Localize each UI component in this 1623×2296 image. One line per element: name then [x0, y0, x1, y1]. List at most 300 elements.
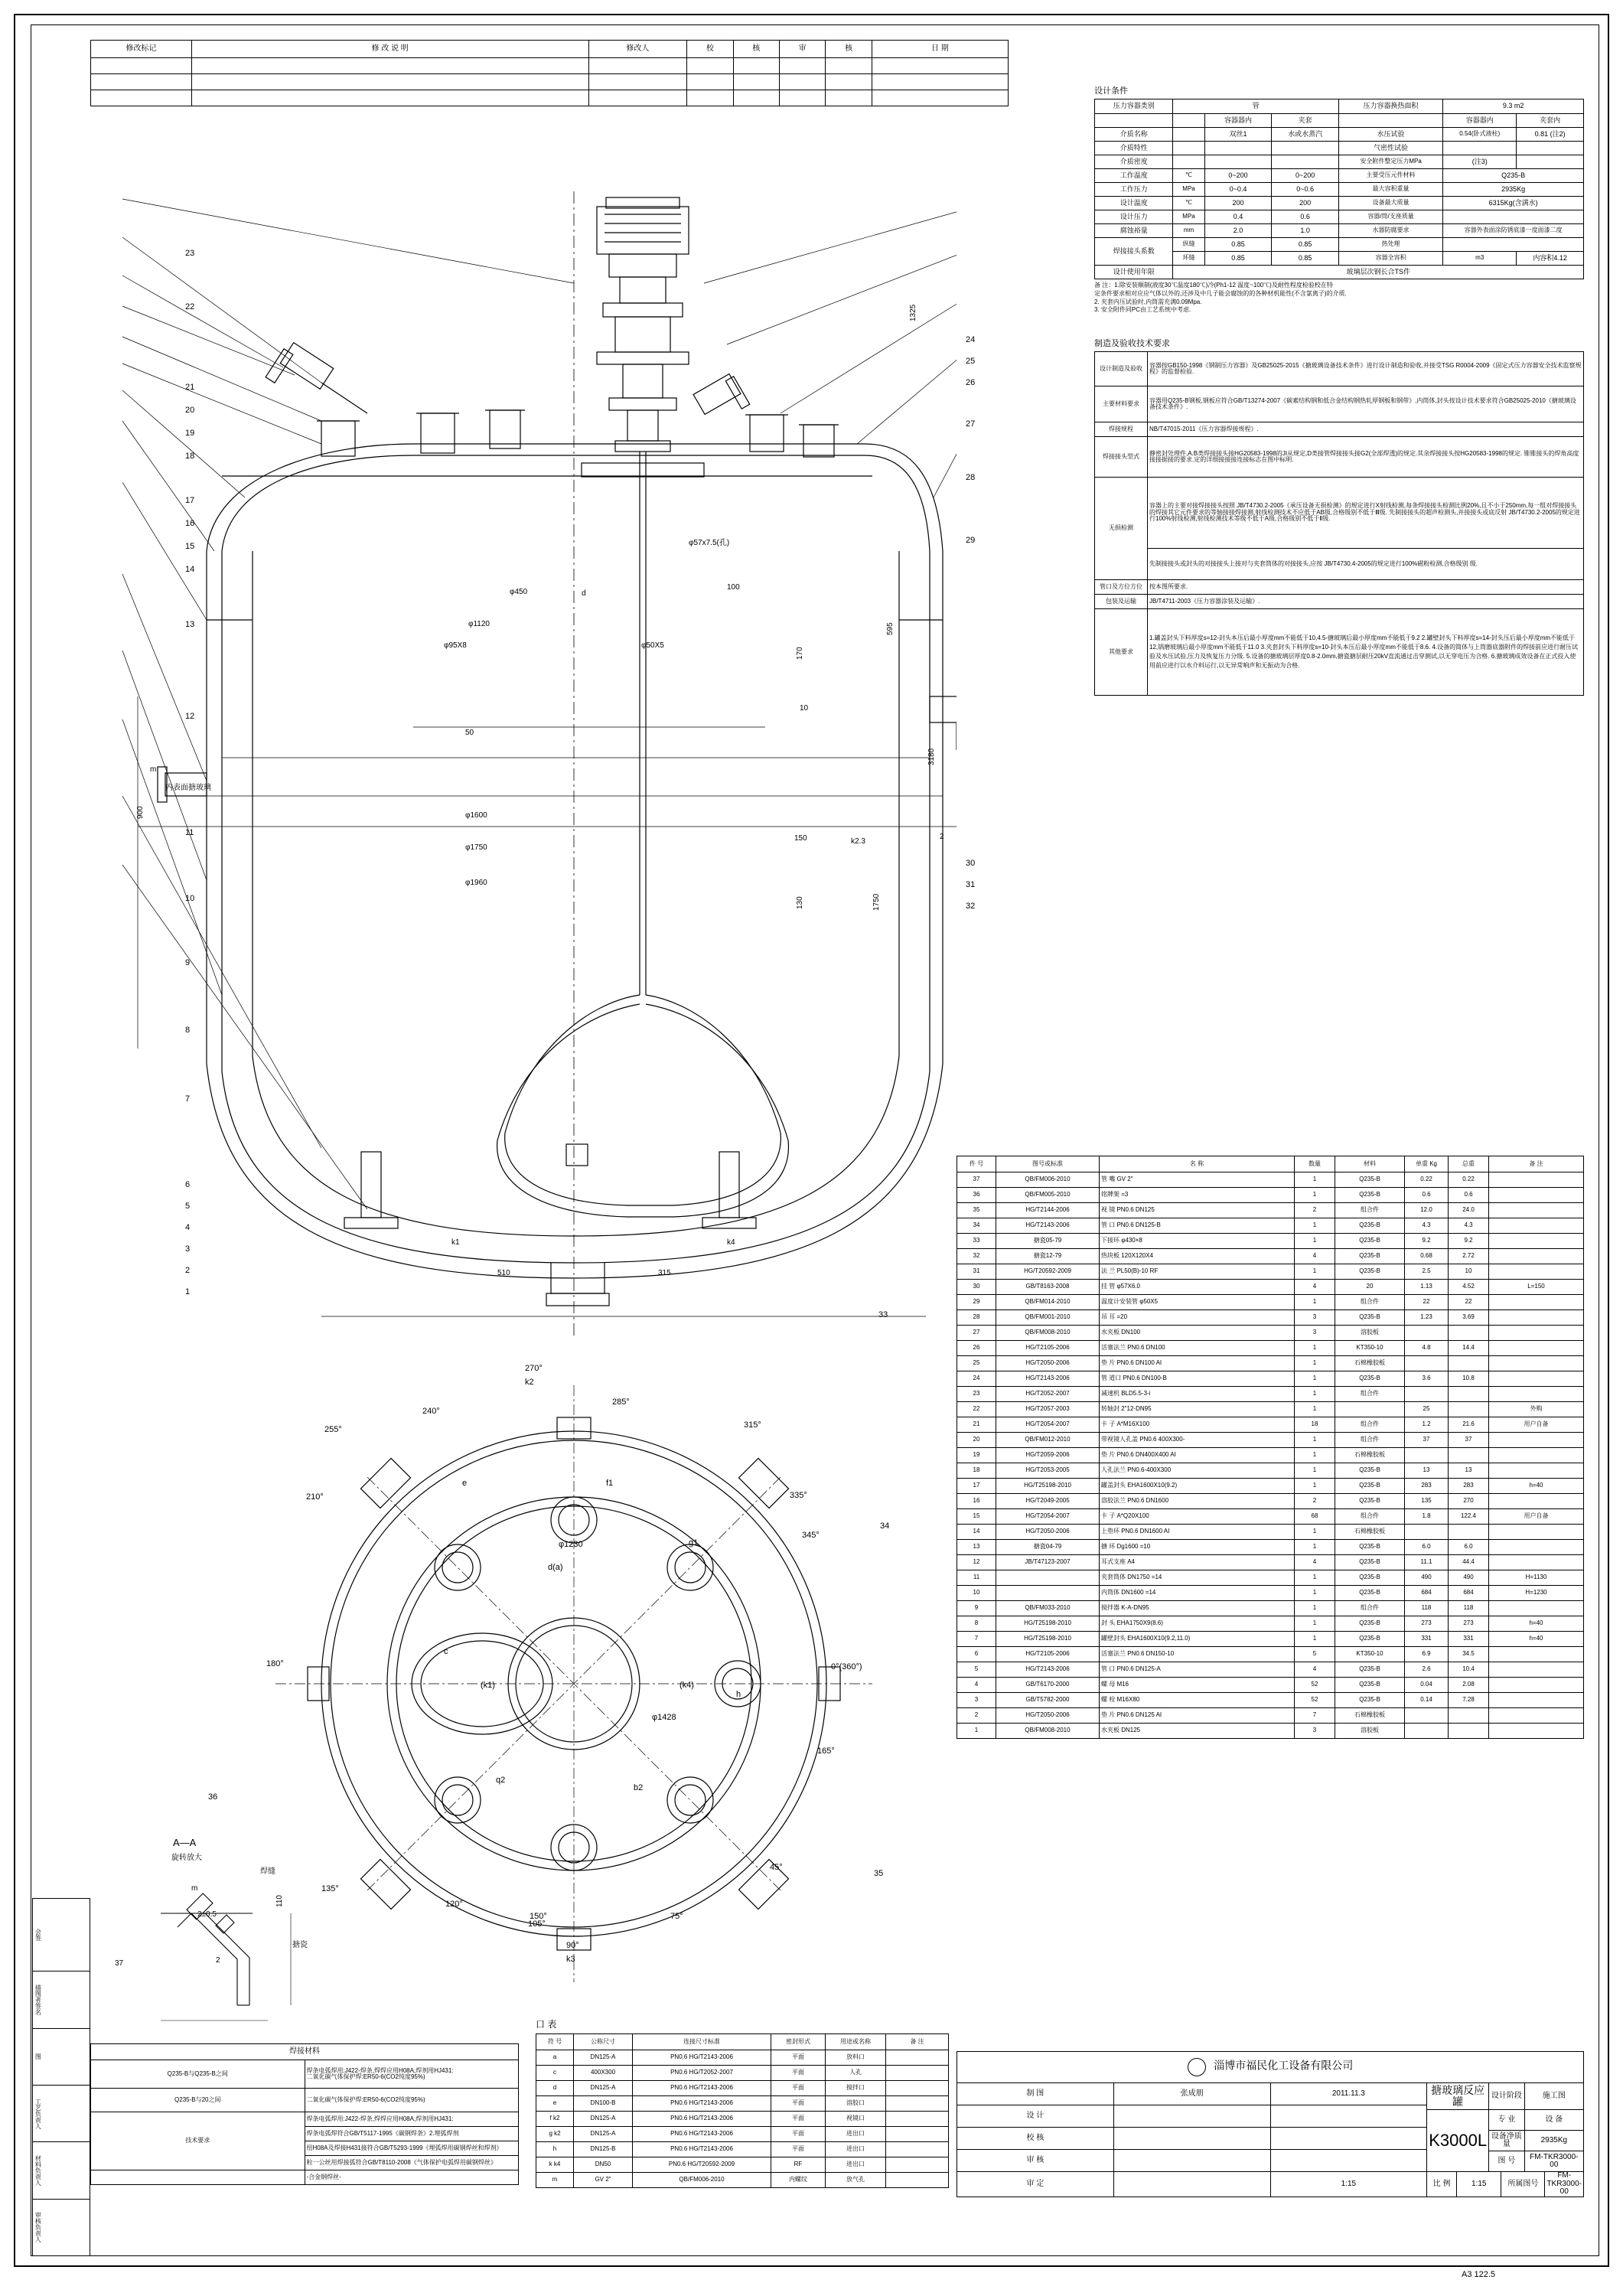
bom-remark — [1489, 1234, 1584, 1249]
bom-item-no: 10 — [957, 1586, 996, 1601]
bom-qty: 4 — [1295, 1280, 1335, 1295]
bom-std: QB/FM033-2010 — [996, 1601, 1100, 1616]
spec-area-value: 9.3 m2 — [1443, 99, 1584, 114]
bom-table — [957, 1156, 1584, 1739]
angle-255: 255° — [324, 1425, 342, 1434]
spec-class-label: 压力容器类别 — [1095, 99, 1173, 114]
sheet-footer-code: A3 122.5 — [1462, 2270, 1496, 2279]
noz-symbol: a — [536, 2050, 574, 2066]
plan-label-da: d(a) — [548, 1563, 563, 1572]
dim-label-2: 2 — [940, 833, 944, 841]
leader-18: 18 — [185, 452, 195, 461]
bom-item-no: 27 — [957, 1326, 996, 1341]
bom-name: 搪 环 Dg1600 =10 — [1100, 1540, 1295, 1555]
bom-unit-weight: 22 — [1405, 1295, 1449, 1310]
bom-name: 水夹板 DN100 — [1100, 1326, 1295, 1341]
welding-title: 焊接材料 — [91, 2044, 519, 2060]
noz-use: 放气孔 — [826, 2173, 886, 2188]
leader-32: 32 — [966, 902, 976, 911]
bom-std: GB/T8163-2008 — [996, 1280, 1100, 1295]
bom-std: HG/T2050-2006 — [996, 1708, 1100, 1724]
bom-qty: 4 — [1295, 1249, 1335, 1264]
bom-item-no: 9 — [957, 1601, 996, 1616]
drawn-name: 张成朋 — [1113, 2083, 1270, 2105]
bom-qty: 68 — [1295, 1509, 1335, 1525]
bom-row — [957, 1433, 1584, 1448]
dim-label-k1: k1 — [451, 1238, 460, 1247]
spec-r4-jacket: 0~0.6 — [1272, 183, 1339, 197]
bom-row — [957, 1479, 1584, 1494]
bom-std: HG/T2052-2007 — [996, 1387, 1100, 1402]
partno-value: FM-TKR3000-00 — [1546, 2171, 1582, 2196]
bom-item-no: 17 — [957, 1479, 996, 1494]
techreq-k3: 焊接接头型式 — [1095, 437, 1148, 478]
bom-qty: 1 — [1295, 1433, 1335, 1448]
spec-r6-label: 设计压力 — [1095, 210, 1173, 224]
bom-item-no: 7 — [957, 1632, 996, 1647]
nozzle-row — [536, 2127, 949, 2142]
spec-r2-unit — [1173, 155, 1204, 169]
bom-name: 螺 栓 M16X80 — [1100, 1693, 1295, 1708]
bom-material: Q235-B — [1335, 1555, 1405, 1570]
leader-3: 3 — [185, 1244, 191, 1254]
techreq-k4: 无损检测 — [1095, 478, 1148, 580]
dim-label-d: d — [582, 589, 586, 598]
bom-row — [957, 1172, 1584, 1188]
techreq-k7: 包装及运输 — [1095, 595, 1148, 609]
bom-h6: 总重 — [1449, 1156, 1489, 1172]
bom-total-weight: 0.22 — [1449, 1172, 1489, 1188]
signoff-5: 审核负责人 — [34, 2212, 42, 2243]
leader-23: 23 — [185, 249, 195, 258]
weight-label: 设备净质量 — [1489, 2131, 1525, 2151]
angle-0-360: 0°(360°) — [831, 1662, 862, 1671]
bom-row — [957, 1647, 1584, 1662]
bom-qty: 1 — [1295, 1586, 1335, 1601]
nozzle-table — [536, 2017, 949, 2188]
bom-qty: 52 — [1295, 1693, 1335, 1708]
bom-material: Q235-B — [1335, 1371, 1405, 1387]
bom-row — [957, 1203, 1584, 1218]
bom-row — [957, 1326, 1584, 1341]
detail-label-enamel: 搪瓷 — [292, 1941, 308, 1949]
bom-material: KT350-10 — [1335, 1341, 1405, 1356]
bom-remark: h=40 — [1489, 1616, 1584, 1632]
spec-r8-unit: 纵缝 — [1173, 238, 1204, 252]
signoff-3: 工艺负责人 — [34, 2098, 42, 2129]
bom-h3: 数量 — [1295, 1156, 1335, 1172]
dim-150: 150 — [794, 834, 807, 843]
noz-remark — [886, 2127, 949, 2142]
techreq-k6: 管口及方位方位 — [1095, 580, 1148, 595]
plan-label-e: e — [462, 1479, 468, 1488]
bom-qty: 1 — [1295, 1479, 1335, 1494]
major-value: 设 备 — [1524, 2110, 1583, 2131]
bom-row — [957, 1678, 1584, 1693]
noz-seal: 平面 — [771, 2127, 826, 2142]
bom-item-no: 34 — [957, 1218, 996, 1234]
leader-21: 21 — [185, 383, 195, 392]
nozzle-row — [536, 2066, 949, 2081]
bom-remark — [1489, 1326, 1584, 1341]
leader-9: 9 — [185, 958, 191, 967]
noz-std: PN0.6 HG/T2143-2006 — [633, 2142, 771, 2157]
noz-size: DN125-A — [574, 2081, 633, 2096]
bom-remark — [1489, 1371, 1584, 1387]
bom-material: 组合件 — [1335, 1203, 1405, 1218]
leader-26: 26 — [966, 378, 976, 387]
bom-remark: h=40 — [1489, 1632, 1584, 1647]
spec-r8-inner2 — [1443, 238, 1584, 252]
welding-tech-3: 粒一公丝用焊接弧符合GB/T8110-2008《气体保护电弧焊用碳钢焊丝》 — [305, 2156, 519, 2170]
plan-leader-34: 34 — [880, 1521, 890, 1531]
bom-row — [957, 1417, 1584, 1433]
bom-material: Q235-B — [1335, 1218, 1405, 1234]
bom-qty: 5 — [1295, 1647, 1335, 1662]
spec-note-3: 3. 安全附件同PC由工艺系统中考虑. — [1094, 306, 1191, 314]
spec-r4-inner: 0~0.4 — [1204, 183, 1272, 197]
bom-item-no: 36 — [957, 1188, 996, 1203]
bom-unit-weight — [1405, 1387, 1449, 1402]
note-enamel-surface: 内表面搪玻璃 — [165, 784, 211, 792]
bom-std: HG/T2105-2006 — [996, 1341, 1100, 1356]
bom-unit-weight: 6.0 — [1405, 1540, 1449, 1555]
spec-r7-jacket: 1.0 — [1272, 224, 1339, 238]
dim-1325: 1325 — [909, 304, 917, 321]
noz-remark — [886, 2096, 949, 2112]
bom-row — [957, 1402, 1584, 1417]
noz-symbol: k k4 — [536, 2157, 574, 2173]
bom-total-weight: 0.6 — [1449, 1188, 1489, 1203]
plan-label-c: c — [444, 1647, 448, 1656]
noz-h2: 连接尺寸标准 — [633, 2034, 771, 2050]
bom-row — [957, 1724, 1584, 1739]
bom-remark: L=150 — [1489, 1280, 1584, 1295]
bom-std: HG/T2143-2006 — [996, 1371, 1100, 1387]
bom-item-no: 13 — [957, 1540, 996, 1555]
approve-mark: 1:15 — [1270, 2172, 1427, 2197]
bom-total-weight: 270 — [1449, 1494, 1489, 1509]
bom-qty: 3 — [1295, 1326, 1335, 1341]
bom-std: HG/T2049-2005 — [996, 1494, 1100, 1509]
bom-row — [957, 1525, 1584, 1540]
bom-name: 内筒体 DN1600 =14 — [1100, 1586, 1295, 1601]
noz-h1: 公称尺寸 — [574, 2034, 633, 2050]
dwgno-label: 图 号 — [1489, 2151, 1525, 2172]
spec-r9-label2: 容器全容积 — [1338, 252, 1442, 266]
bom-item-no: 18 — [957, 1463, 996, 1479]
noz-seal: 平面 — [771, 2066, 826, 2081]
bom-material: 组合件 — [1335, 1387, 1405, 1402]
bom-qty: 1 — [1295, 1387, 1335, 1402]
bom-unit-weight: 12.0 — [1405, 1203, 1449, 1218]
spec-r2-jacket2 — [1517, 155, 1584, 169]
bom-qty: 1 — [1295, 1264, 1335, 1280]
bom-material: Q235-B — [1335, 1570, 1405, 1586]
angle-315: 315° — [744, 1420, 761, 1430]
bom-row — [957, 1280, 1584, 1295]
bom-name: 上垫环 PN0.6 DN1600 AI — [1100, 1525, 1295, 1540]
bom-total-weight: 2.72 — [1449, 1249, 1489, 1264]
welding-row-0 — [305, 2060, 519, 2089]
bom-h5: 单重 Kg — [1405, 1156, 1449, 1172]
bom-material: Q235-B — [1335, 1188, 1405, 1203]
bom-total-weight: 684 — [1449, 1586, 1489, 1601]
bom-std: HG/T2050-2006 — [996, 1356, 1100, 1371]
noz-h5: 备 注 — [886, 2034, 949, 2050]
bom-unit-weight: 135 — [1405, 1494, 1449, 1509]
spec-r3-label: 工作温度 — [1095, 169, 1173, 183]
nozzle-row — [536, 2081, 949, 2096]
scale-value: 1:15 — [1457, 2172, 1501, 2197]
bom-row — [957, 1218, 1584, 1234]
dim-595: 595 — [886, 622, 895, 635]
bom-qty: 18 — [1295, 1417, 1335, 1433]
bom-qty: 1 — [1295, 1540, 1335, 1555]
bom-remark: 用户自备 — [1489, 1417, 1584, 1433]
bom-name: 垫 片 PN0.6 DN100 AI — [1100, 1356, 1295, 1371]
bom-remark: H=1130 — [1489, 1570, 1584, 1586]
dim-130: 130 — [796, 896, 804, 909]
signoff-1: 描图者签名 — [34, 1984, 42, 2015]
bom-unit-weight: 11.1 — [1405, 1555, 1449, 1570]
leader-30: 30 — [966, 859, 976, 868]
nozzle-row — [536, 2157, 949, 2173]
spec-table — [1094, 84, 1584, 315]
bom-item-no: 12 — [957, 1555, 996, 1570]
nozzle-row — [536, 2096, 949, 2112]
dim-label-k23: k2.3 — [851, 837, 865, 846]
plan-dim-1230: φ1230 — [559, 1540, 583, 1549]
bom-unit-weight — [1405, 1448, 1449, 1463]
bom-remark — [1489, 1356, 1584, 1371]
techreq-k2: 焊接规程 — [1095, 422, 1148, 437]
spec-r8-inner: 0.85 — [1204, 238, 1272, 252]
bom-total-weight: 122.4 — [1449, 1509, 1489, 1525]
bom-remark — [1489, 1448, 1584, 1463]
bom-remark: h=40 — [1489, 1479, 1584, 1494]
bom-material: KT350-10 — [1335, 1647, 1405, 1662]
noz-symbol: g k2 — [536, 2127, 574, 2142]
rev-h6: 核 — [826, 41, 872, 58]
bom-name: 下接环 φ430×8 — [1100, 1234, 1295, 1249]
noz-use: 视镜口 — [826, 2112, 886, 2127]
spec-title: 设计条件 — [1094, 86, 1128, 96]
bom-remark — [1489, 1463, 1584, 1479]
spec-r5-inner: 200 — [1204, 197, 1272, 210]
techreq-v6: 按本图所要求. — [1148, 580, 1584, 595]
left-sign-strip — [32, 1898, 90, 2256]
bom-total-weight — [1449, 1387, 1489, 1402]
spec-r8-label2: 热处理 — [1338, 238, 1442, 252]
bom-material: Q235-B — [1335, 1586, 1405, 1601]
plan-label-k4: (k4) — [680, 1681, 694, 1690]
spec-r5-inner2: 6315Kg(含满水) — [1443, 197, 1584, 210]
techreq-v5: 先制接接头或封头的对接接头上接对与夹套筒体的对接接头,应按 JB/T4730.4-2005的规定进行100%磁粉检测,合格级别 级. — [1148, 549, 1584, 580]
bom-qty: 1 — [1295, 1371, 1335, 1387]
bom-std: 搪瓷12-79 — [996, 1249, 1100, 1264]
bom-material: Q235-B — [1335, 1249, 1405, 1264]
bom-name: 管 嘴 GV 2" — [1100, 1172, 1295, 1188]
bom-std: QB/FM008-2010 — [996, 1724, 1100, 1739]
bom-row — [957, 1693, 1584, 1708]
bom-item-no: 20 — [957, 1433, 996, 1448]
noz-use: 人孔 — [826, 2066, 886, 2081]
bom-remark — [1489, 1693, 1584, 1708]
bom-std: GB/T5782-2000 — [996, 1693, 1100, 1708]
bom-std: QB/FM014-2010 — [996, 1295, 1100, 1310]
bom-qty: 1 — [1295, 1188, 1335, 1203]
noz-use: 搅拌口 — [826, 2081, 886, 2096]
angle-120: 120° — [445, 1900, 463, 1909]
bom-item-no: 23 — [957, 1387, 996, 1402]
bom-total-weight: 2.08 — [1449, 1678, 1489, 1693]
rev-h0: 修改标记 — [91, 41, 192, 58]
noz-std: PN0.6 HG/T2052-2007 — [633, 2066, 771, 2081]
bom-row — [957, 1188, 1584, 1203]
product-name: 搪玻璃反应罐 — [1427, 2083, 1488, 2110]
techreq-v1: 容器用Q235-B钢板,钢板应符合GB/T13274-2007《碳素结构钢和低合金结构钢热轧厚钢板和钢带》,内筒体,封头按设计技术要求符合GB25025-2010《搪玻璃设备技术条件》. — [1148, 386, 1584, 422]
spec-r3-inner: 0~200 — [1204, 169, 1272, 183]
bom-material: Q235-B — [1335, 1616, 1405, 1632]
leader-33: 33 — [878, 1310, 888, 1319]
bom-material: 组合件 — [1335, 1509, 1405, 1525]
bom-unit-weight — [1405, 1525, 1449, 1540]
bom-total-weight — [1449, 1356, 1489, 1371]
spec-r8-jacket: 0.85 — [1272, 238, 1339, 252]
dim-50x5: φ50X5 — [641, 641, 664, 650]
spec-r4-unit: MPa — [1173, 183, 1204, 197]
bom-std: 搪瓷04-79 — [996, 1540, 1100, 1555]
noz-symbol: c — [536, 2066, 574, 2081]
spec-r0-inner: 双丝1 — [1204, 128, 1272, 142]
bom-h0: 件 号 — [957, 1156, 996, 1172]
welding-row-0a: 焊条电弧焊用:J422-焊条,焊焊应用H08A,焊剂用HJ431: — [306, 2066, 454, 2074]
bom-unit-weight: 13 — [1405, 1463, 1449, 1479]
title-block — [957, 2051, 1584, 2197]
bom-row — [957, 1509, 1584, 1525]
bom-row — [957, 1448, 1584, 1463]
bom-remark — [1489, 1555, 1584, 1570]
angle-335: 335° — [790, 1491, 807, 1500]
bom-qty: 1 — [1295, 1570, 1335, 1586]
bom-item-no: 37 — [957, 1172, 996, 1188]
spec-r4-label2: 最大容积重量 — [1338, 183, 1442, 197]
bom-row — [957, 1570, 1584, 1586]
bom-qty: 52 — [1295, 1678, 1335, 1693]
bom-unit-weight: 1.8 — [1405, 1509, 1449, 1525]
bom-row — [957, 1295, 1584, 1310]
noz-remark — [886, 2066, 949, 2081]
spec-r3-unit: ℃ — [1173, 169, 1204, 183]
noz-seal: 平面 — [771, 2050, 826, 2066]
bom-unit-weight — [1405, 1356, 1449, 1371]
bom-total-weight: 13 — [1449, 1463, 1489, 1479]
bom-total-weight: 44.4 — [1449, 1555, 1489, 1570]
bom-qty: 1 — [1295, 1356, 1335, 1371]
welding-tech-0: 焊条电弧焊用:J422-焊条,焊焊应用H08A,焊剂用HJ431: — [305, 2112, 519, 2127]
bom-unit-weight: 684 — [1405, 1586, 1449, 1601]
bom-material: Q235-B — [1335, 1632, 1405, 1647]
bom-unit-weight: 3.6 — [1405, 1371, 1449, 1387]
spec-r2-label2: 安全附件整定压力MPa — [1338, 155, 1442, 169]
plan-label-k1: (k1) — [481, 1681, 495, 1690]
bom-name: 带视镜人孔盖 PN0.6 400X300- — [1100, 1433, 1295, 1448]
bom-unit-weight: 283 — [1405, 1479, 1449, 1494]
bom-qty: 3 — [1295, 1310, 1335, 1326]
stage-value: 施工图 — [1524, 2083, 1583, 2110]
bom-qty: 1 — [1295, 1448, 1335, 1463]
noz-symbol: m — [536, 2173, 574, 2188]
angle-165: 165° — [817, 1746, 835, 1756]
bom-qty: 1 — [1295, 1234, 1335, 1249]
nozzle-row — [536, 2050, 949, 2066]
bom-remark: 外购 — [1489, 1402, 1584, 1417]
noz-size: DN125-A — [574, 2112, 633, 2127]
review-label: 审 核 — [957, 2150, 1114, 2172]
bom-remark — [1489, 1341, 1584, 1356]
bom-row — [957, 1387, 1584, 1402]
bom-name: 活塞法兰 PN0.6 DN100 — [1100, 1341, 1295, 1356]
bom-remark — [1489, 1295, 1584, 1310]
noz-use: 进出口 — [826, 2142, 886, 2157]
spec-r0-jacket: 水或水蒸汽 — [1272, 128, 1339, 142]
bom-remark — [1489, 1494, 1584, 1509]
spec-r6-jacket: 0.6 — [1272, 210, 1339, 224]
bom-std: QB/FM005-2010 — [996, 1188, 1100, 1203]
bom-material: Q235-B — [1335, 1234, 1405, 1249]
rev-h1: 修 改 说 明 — [191, 41, 588, 58]
bom-h2: 名 称 — [1100, 1156, 1295, 1172]
angle-240: 240° — [422, 1407, 440, 1416]
bom-total-weight: 24.0 — [1449, 1203, 1489, 1218]
plan-label-q2: q2 — [496, 1776, 506, 1785]
bom-row — [957, 1616, 1584, 1632]
bom-name: 卡 子 A*M16X100 — [1100, 1417, 1295, 1433]
bom-unit-weight: 0.6 — [1405, 1188, 1449, 1203]
noz-std: PN0.6 HG/T2143-2006 — [633, 2112, 771, 2127]
angle-105: 105° — [528, 1919, 546, 1929]
bom-unit-weight: 25 — [1405, 1402, 1449, 1417]
bom-name: 夹套筒体 DN1750 =14 — [1100, 1570, 1295, 1586]
rev-h4: 核 — [733, 41, 779, 58]
leader-5: 5 — [185, 1202, 191, 1211]
spec-r2-inner2: (注3) — [1443, 155, 1517, 169]
bom-material: 组合件 — [1335, 1601, 1405, 1616]
bom-name: 耳式支座 A4 — [1100, 1555, 1295, 1570]
spec-r9-jacket: 0.85 — [1272, 252, 1339, 266]
detail-title: A—A — [173, 1837, 197, 1848]
bom-unit-weight: 9.2 — [1405, 1234, 1449, 1249]
bom-name: 封 头 EHA1750X9(8.6) — [1100, 1616, 1295, 1632]
bom-std: QB/FM008-2010 — [996, 1326, 1100, 1341]
bom-total-weight: 490 — [1449, 1570, 1489, 1586]
bom-unit-weight: 2.5 — [1405, 1264, 1449, 1280]
spec-r9-unit2: m3 — [1443, 252, 1517, 266]
bom-unit-weight: 0.14 — [1405, 1693, 1449, 1708]
bom-qty: 1 — [1295, 1601, 1335, 1616]
leader-2: 2 — [185, 1266, 191, 1275]
bom-material: Q235-B — [1335, 1264, 1405, 1280]
bom-row — [957, 1463, 1584, 1479]
dim-d1750: φ1750 — [465, 843, 487, 852]
bom-item-no: 22 — [957, 1402, 996, 1417]
bom-unit-weight: 118 — [1405, 1601, 1449, 1616]
bom-qty: 4 — [1295, 1555, 1335, 1570]
leader-24: 24 — [966, 335, 976, 344]
angle-345: 345° — [802, 1531, 820, 1540]
bom-name: 卡 子 A*Q20X100 — [1100, 1509, 1295, 1525]
